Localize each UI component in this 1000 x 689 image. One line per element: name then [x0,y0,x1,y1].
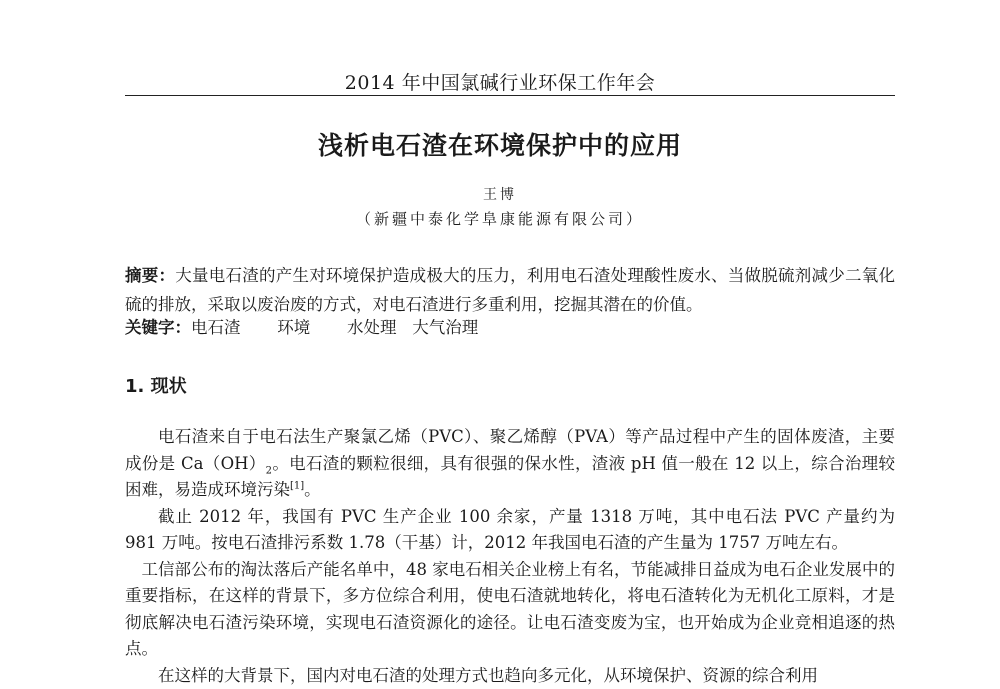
article-title: 浅析电石渣在环境保护中的应用 [0,126,1000,162]
citation-ref: [1] [290,481,304,492]
abstract-text: 大量电石渣的产生对环境保护造成极大的压力，利用电石渣处理酸性废水、当做脱硫剂减少二氧化硫的排放，采取以废治废的方式，对电石渣进行多重利用，挖掘其潜在的价值。 [125,266,895,314]
section-body [125,424,895,689]
body-text-run: 。 [304,480,321,499]
body-text-run: 电石渣来自于电石法生产聚氯乙烯（PVC）、聚乙烯醇（PVA）等产品过程中产生的固体废渣，主要成份是 Ca（OH） [125,427,895,473]
body-paragraph: 工信部公布的淘汰落后产能名单中，48 家电石相关企业榜上有名，节能减排日益成为电石企业发展中的重要指标，在这样的背景下，多方位综合利用，使电石渣就地转化，将电石渣转化为无机化工原料，才是彻底解决电石渣污染环境，实现电石渣资源化的途径。让电石渣变废为宝，也开始成为企业竞相追逐的热点。 [125,557,895,663]
section-heading: 1. 现状 [125,372,187,398]
subscript: 2 [266,465,272,476]
body-text-run: 。电石渣的颗粒很细，具有很强的保水性，渣液 pH 值一般在 12 以上，综合治理较困难，易造成环境污染 [125,454,895,500]
running-header: 2014 年中国氯碱行业环保工作年会 [0,68,1000,95]
author-affiliation: （新疆中泰化学阜康能源有限公司） [0,208,1000,229]
body-paragraph: 在这样的大背景下，国内对电石渣的处理方式也趋向多元化，从环境保护、资源的综合利用 [125,663,895,689]
header-rule [125,95,895,96]
keywords-block [125,316,895,340]
keywords-label: 关键字： [125,318,191,337]
keyword-item: 水处理 [347,318,397,337]
body-paragraph [125,424,895,504]
keyword-item: 大气治理 [412,318,478,337]
abstract-block [125,261,895,319]
body-paragraph: 截止 2012 年，我国有 PVC 生产企业 100 余家，产量 1318 万吨，其中电石法 PVC 产量约为 981 万吨。按电石渣排污系数 1.78（干基）计，2012 年我国电石渣的产生量为 1757 万吨左右。 [125,504,895,557]
keyword-item: 电石渣 [191,318,241,337]
abstract-label: 摘要： [125,266,175,285]
author-name: 王博 [0,184,1000,204]
keyword-item: 环境 [277,318,310,337]
